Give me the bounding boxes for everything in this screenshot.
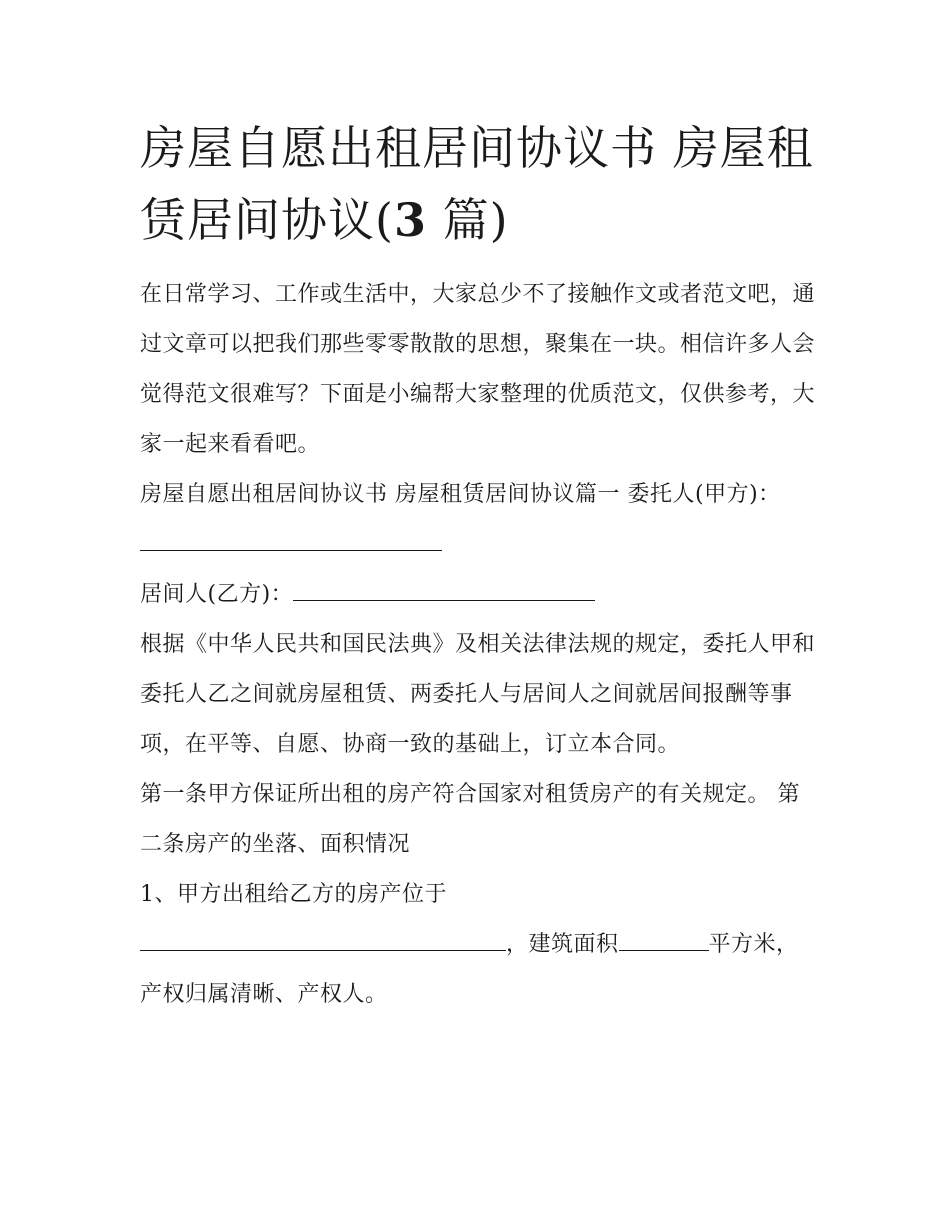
article-one-paragraph: 第一条甲方保证所出租的房产符合国家对租赁房产的有关规定。 第二条房产的坐落、面积情况 <box>140 782 800 857</box>
intermediary-label: 居间人(乙方)： <box>140 582 294 607</box>
area-unit-text: 平方米，产权归属清晰、产权人。 <box>140 932 799 1007</box>
section-heading: 房屋自愿出租居间协议书 房屋租赁居间协议篇一 委托人(甲方)： <box>140 482 781 507</box>
principal-blank <box>140 528 442 551</box>
intermediary-paragraph <box>140 570 820 620</box>
title-number: 3 <box>393 193 427 247</box>
item-one-paragraph <box>140 920 820 1020</box>
address-blank <box>140 928 506 951</box>
document-page <box>140 112 820 1020</box>
intermediary-blank <box>293 578 595 601</box>
document-title <box>140 112 820 256</box>
title-text-2: 篇) <box>426 193 509 247</box>
title-text-1: 房屋自愿出租居间协议书 房屋租赁居间协议( <box>140 121 814 247</box>
area-blank <box>619 928 709 951</box>
intro-paragraph: 在日常学习、工作或生活中，大家总少不了接触作文或者范文吧，通过文章可以把我们那些零零散散的思想，聚集在一块。相信许多人会觉得范文很难写？下面是小编帮大家整理的优质范文，仅供参考，大家一起来看看吧。 <box>140 282 816 457</box>
section-heading-paragraph <box>140 470 820 570</box>
basis-paragraph: 根据《中华人民共和国民法典》及相关法律法规的规定，委托人甲和委托人乙之间就房屋租赁、两委托人与居间人之间就居间报酬等事项，在平等、自愿、协商一致的基础上，订立本合同。 <box>140 632 816 757</box>
area-label: ，建筑面积 <box>506 932 619 957</box>
item-one-label: 1、甲方出租给乙方的房产位于 <box>140 882 447 907</box>
